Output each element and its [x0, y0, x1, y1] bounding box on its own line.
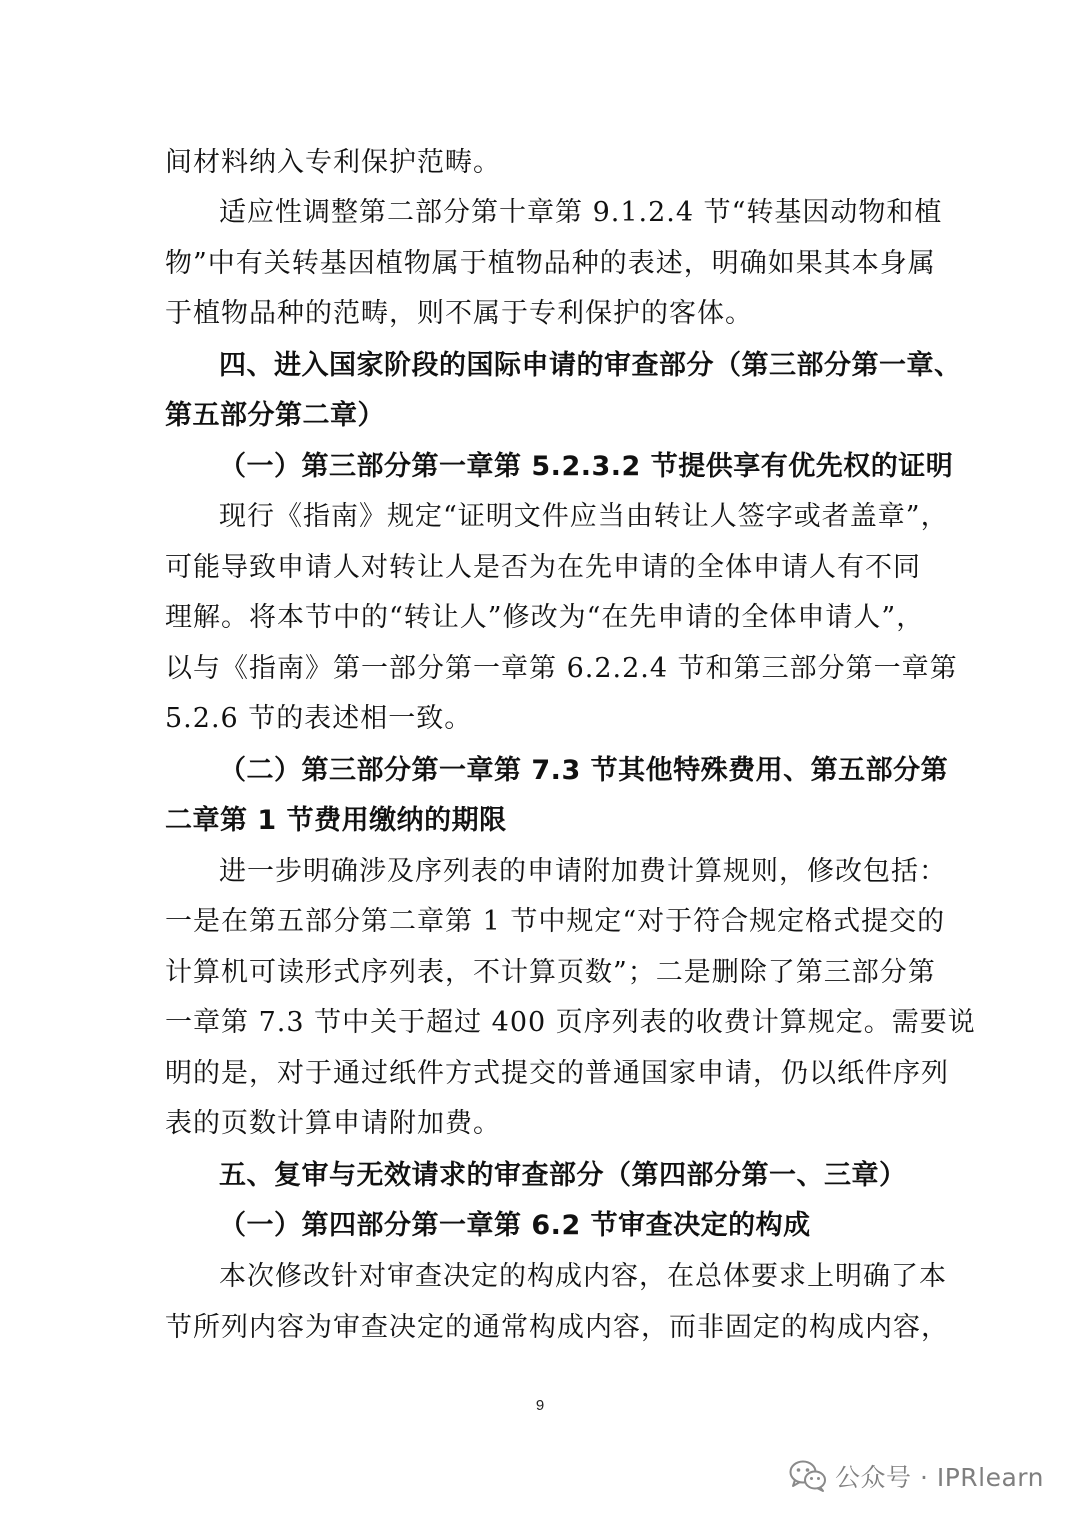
section-heading: 四、进入国家阶段的国际申请的审查部分（第三部分第一章、 [219, 350, 962, 381]
subsection-heading: （一）第四部分第一章第 6.2 节审查决定的构成 [219, 1210, 811, 1241]
paragraph-line: 一是在第五部分第二章第 1 节中规定“对于符合规定格式提交的 [165, 906, 946, 937]
wechat-watermark [789, 1456, 1044, 1496]
paragraph-line: 物”中有关转基因植物属于植物品种的表述，明确如果其本身属 [165, 248, 936, 279]
paragraph-line: 以与《指南》第一部分第一章第 6.2.2.4 节和第三部分第一章第 [165, 653, 958, 684]
paragraph-line: 可能导致申请人对转让人是否为在先申请的全体申请人有不同 [165, 552, 921, 583]
section-heading: 五、复审与无效请求的审查部分（第四部分第一、三章） [219, 1160, 907, 1191]
paragraph-line: 明的是，对于通过纸件方式提交的普通国家申请，仍以纸件序列 [165, 1058, 949, 1089]
paragraph-line: 计算机可读形式序列表，不计算页数”；二是删除了第三部分第 [165, 957, 936, 988]
subsection-heading: 二章第 1 节费用缴纳的期限 [165, 805, 507, 836]
paragraph-line: 节所列内容为审查决定的通常构成内容，而非固定的构成内容， [165, 1312, 949, 1343]
paragraph-line: 5.2.6 节的表述相一致。 [165, 703, 473, 734]
wechat-icon [789, 1460, 827, 1492]
subsection-heading: （一）第三部分第一章第 5.2.3.2 节提供享有优先权的证明 [219, 451, 954, 482]
paragraph-line: 现行《指南》规定“证明文件应当由转让人签字或者盖章”， [219, 501, 949, 532]
watermark-text: 公众号 · IPRlearn [835, 1463, 1044, 1492]
paragraph-line: 间材料纳入专利保护范畴。 [165, 147, 501, 178]
paragraph-line: 本次修改针对审查决定的构成内容，在总体要求上明确了本 [219, 1261, 947, 1292]
paragraph-line: 表的页数计算申请附加费。 [165, 1108, 501, 1139]
paragraph-line: 进一步明确涉及序列表的申请附加费计算规则，修改包括： [219, 856, 947, 887]
paragraph-line: 一章第 7.3 节中关于超过 400 页序列表的收费计算规定。需要说 [165, 1007, 976, 1038]
subsection-heading: （二）第三部分第一章第 7.3 节其他特殊费用、第五部分第 [219, 755, 949, 786]
paragraph-line: 理解。将本节中的“转让人”修改为“在先申请的全体申请人”， [165, 602, 925, 633]
section-heading: 第五部分第二章） [165, 400, 385, 431]
page-number: 9 [535, 1397, 545, 1414]
paragraph-line: 于植物品种的范畴，则不属于专利保护的客体。 [165, 298, 753, 329]
paragraph-line: 适应性调整第二部分第十章第 9.1.2.4 节“转基因动物和植 [219, 197, 943, 228]
